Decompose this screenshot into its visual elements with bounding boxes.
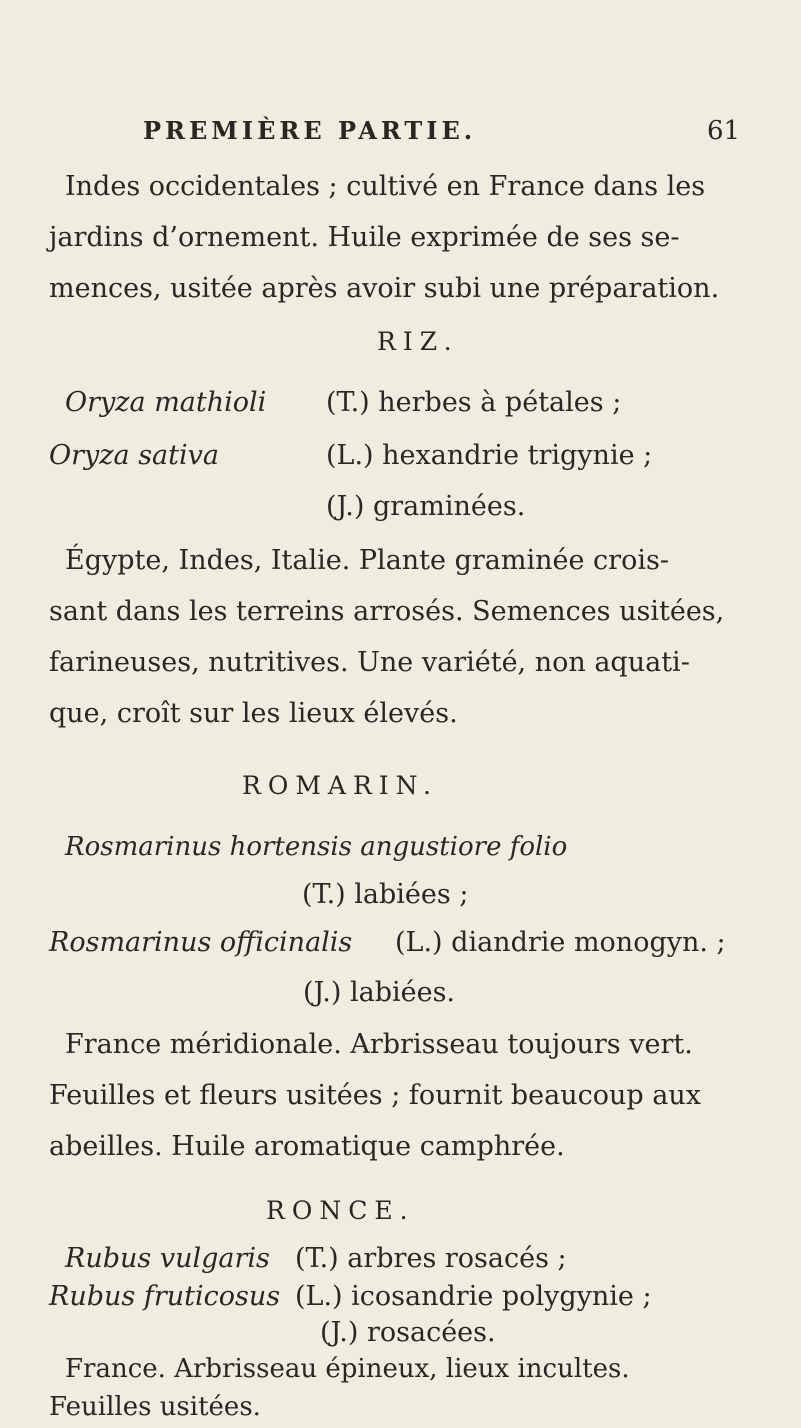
riz-synonym-1-name: Oryza mathioli xyxy=(65,387,267,418)
riz-synonym-2-desc: (L.) hexandrie trigynie ; xyxy=(326,440,653,471)
section-heading-riz: RIZ. xyxy=(377,327,459,356)
romarin-synonym-2-name: Rosmarinus officinalis xyxy=(49,927,353,958)
romarin-synonym-3-desc: (J.) labiées. xyxy=(303,977,456,1008)
riz-body-line-1: Égypte, Indes, Italie. Plante graminée crois- xyxy=(65,545,669,576)
romarin-synonym-1-name: Rosmarinus hortensis angustiore folio xyxy=(65,832,568,862)
intro-line-3: mences, usitée après avoir subi une préparation. xyxy=(49,273,720,304)
romarin-body-line-2: Feuilles et fleurs usitées ; fournit beaucoup aux xyxy=(49,1080,701,1111)
ronce-synonym-1-desc: (T.) arbres rosacés ; xyxy=(295,1243,567,1274)
page-number: 61 xyxy=(707,116,741,146)
riz-body-line-2: sant dans les terreins arrosés. Semences usitées, xyxy=(49,596,725,627)
riz-synonym-1-desc: (T.) herbes à pétales ; xyxy=(326,387,622,418)
ronce-synonym-2-desc: (L.) icosandrie polygynie ; xyxy=(295,1281,652,1312)
ronce-synonym-3-desc: (J.) rosacées. xyxy=(320,1317,496,1348)
riz-body-line-3: farineuses, nutritives. Une variété, non aquati- xyxy=(49,647,690,678)
ronce-body-line-2: Feuilles usitées. xyxy=(49,1392,261,1422)
romarin-synonym-1-desc: (T.) labiées ; xyxy=(302,879,469,910)
romarin-body-line-1: France méridionale. Arbrisseau toujours vert. xyxy=(65,1029,693,1060)
romarin-body-line-3: abeilles. Huile aromatique camphrée. xyxy=(49,1131,565,1162)
section-heading-ronce: RONCE. xyxy=(266,1196,415,1225)
riz-synonym-3-desc: (J.) graminées. xyxy=(326,491,526,522)
ronce-synonym-2-name: Rubus fruticosus xyxy=(49,1281,281,1312)
riz-body-line-4: que, croît sur les lieux élevés. xyxy=(49,698,458,729)
romarin-synonym-2-desc: (L.) diandrie monogyn. ; xyxy=(395,927,726,958)
intro-line-2: jardins d’ornement. Huile exprimée de ses se- xyxy=(49,222,680,253)
ronce-synonym-1-name: Rubus vulgaris xyxy=(65,1243,270,1274)
riz-synonym-2-name: Oryza sativa xyxy=(49,440,219,471)
ronce-body-line-1: France. Arbrisseau épineux, lieux incultes. xyxy=(65,1354,630,1384)
intro-line-1: Indes occidentales ; cultivé en France dans les xyxy=(65,171,706,202)
section-heading-romarin: ROMARIN. xyxy=(242,771,438,800)
running-title: PREMIÈRE PARTIE. xyxy=(143,116,477,145)
